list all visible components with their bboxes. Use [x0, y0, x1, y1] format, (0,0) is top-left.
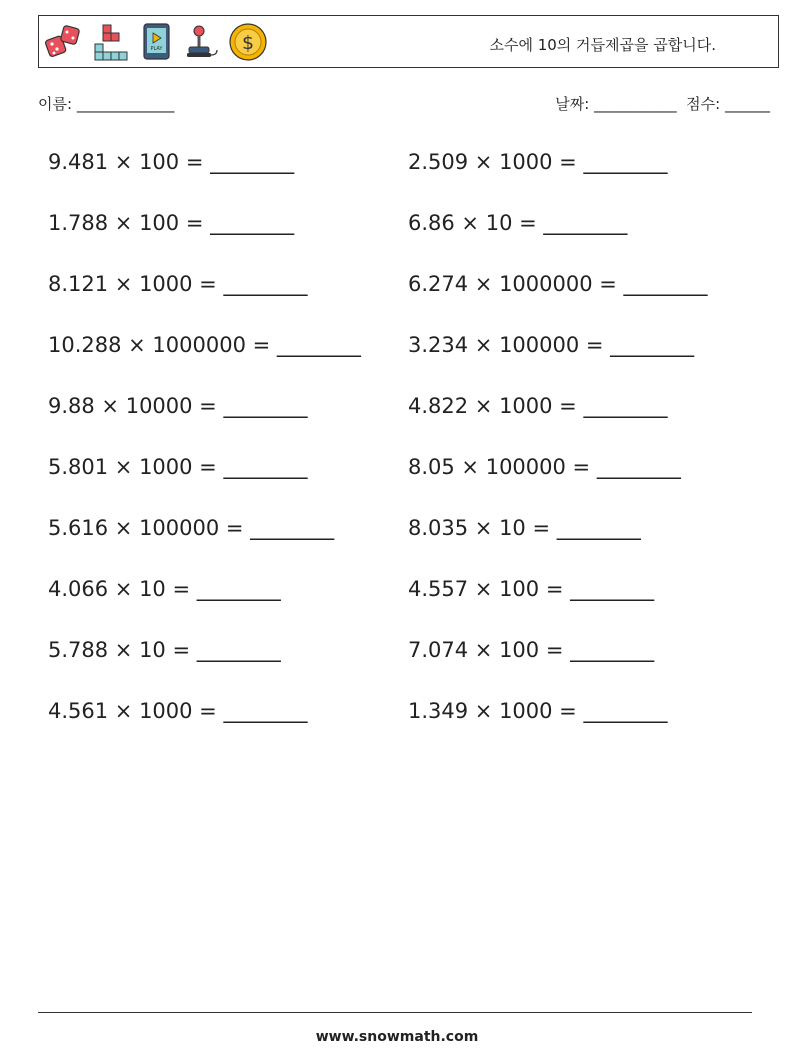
problem-item: 8.121 × 1000 = ________ — [48, 272, 308, 296]
header-icons — [44, 22, 268, 62]
problem-item: 3.234 × 100000 = ________ — [408, 333, 695, 357]
joystick-icon — [182, 22, 222, 62]
tetris-blocks-icon — [90, 22, 130, 62]
problem-row — [48, 389, 768, 450]
name-label: 이름: — [38, 95, 73, 113]
problem-item: 9.88 × 10000 = ________ — [48, 394, 308, 418]
date-blank: ___________ — [594, 95, 677, 113]
problem-item: 1.788 × 100 = ________ — [48, 211, 295, 235]
date-label: 날짜: — [555, 95, 590, 113]
problem-item: 7.074 × 100 = ________ — [408, 638, 655, 662]
problem-row — [48, 328, 768, 389]
problem-item: 4.066 × 10 = ________ — [48, 577, 281, 601]
problem-item: 5.616 × 100000 = ________ — [48, 516, 335, 540]
footer-divider — [38, 1012, 752, 1013]
problem-row — [48, 694, 768, 755]
problem-item: 8.05 × 100000 = ________ — [408, 455, 681, 479]
coin-icon — [228, 22, 268, 62]
name-blank: _____________ — [76, 95, 175, 113]
problem-row — [48, 267, 768, 328]
problem-item: 5.801 × 1000 = ________ — [48, 455, 308, 479]
problem-item: 9.481 × 100 = ________ — [48, 150, 295, 174]
problem-item: 2.509 × 1000 = ________ — [408, 150, 668, 174]
tablet-play-label: PLAY — [150, 46, 163, 52]
problem-row — [48, 633, 768, 694]
problem-grid — [48, 145, 768, 755]
problem-item: 4.561 × 1000 = ________ — [48, 699, 308, 723]
problem-item: 6.274 × 1000000 = ________ — [408, 272, 708, 296]
problem-item: 10.288 × 1000000 = ________ — [48, 333, 361, 357]
problem-item: 4.822 × 1000 = ________ — [408, 394, 668, 418]
name-field — [38, 93, 174, 114]
problem-item: 1.349 × 1000 = ________ — [408, 699, 668, 723]
worksheet-title: 소수에 10의 거듭제곱을 곱합니다. — [489, 36, 716, 54]
problem-row — [48, 206, 768, 267]
tablet-play-icon — [136, 22, 176, 62]
problem-item: 5.788 × 10 = ________ — [48, 638, 281, 662]
dice-icon — [44, 22, 84, 62]
header-box — [38, 15, 779, 68]
problem-item: 4.557 × 100 = ________ — [408, 577, 655, 601]
problem-row — [48, 572, 768, 633]
score-label: 점수: — [686, 95, 721, 113]
footer-site: www.snowmath.com — [315, 1029, 479, 1045]
problem-row — [48, 145, 768, 206]
problem-item: 8.035 × 10 = ________ — [408, 516, 641, 540]
problem-item: 6.86 × 10 = ________ — [408, 211, 628, 235]
problem-row — [48, 511, 768, 572]
problem-row — [48, 450, 768, 511]
date-score-field — [555, 93, 770, 114]
score-blank: ______ — [725, 95, 770, 113]
coin-symbol: $ — [241, 32, 255, 54]
